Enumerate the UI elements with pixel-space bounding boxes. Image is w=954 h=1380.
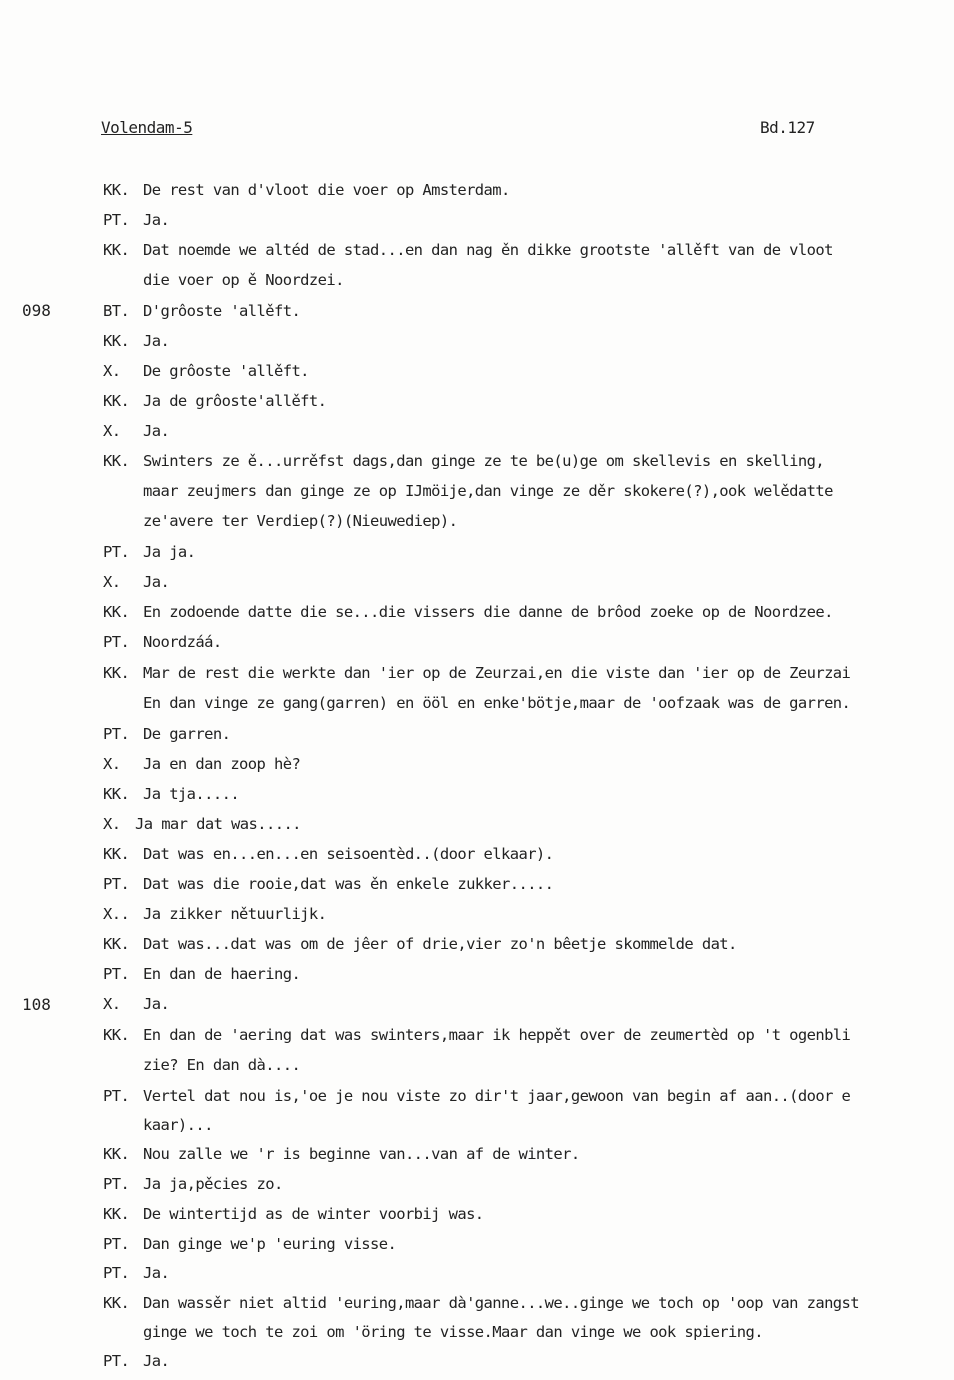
speaker-label: KK. [103,1145,130,1163]
line-text: Dat noemde we altéd de stad...en dan nag ěn dikke grootste 'allěft van de vloot [143,241,833,259]
dialogue-continuation [143,1116,213,1134]
dialogue-line [103,181,510,199]
line-text: Nou zalle we 'r is beginne van...van af de winter. [143,1145,580,1163]
line-text: Dan ginge we'p 'euring visse. [143,1235,397,1253]
dialogue-line [103,845,553,863]
line-text: die voer op ě Noordzei. [143,271,344,289]
line-text: Ja tja..... [143,785,240,803]
dialogue-line [103,755,300,773]
dialogue-line [103,1294,859,1312]
line-text: maar zeujmers dan ginge ze op IJmöije,dan vinge ze děr skokere(?),ook welědatte [143,482,833,500]
speaker-label: KK. [103,785,130,803]
line-text: De wintertijd as de winter voorbij was. [143,1205,484,1223]
line-text: D'grôoste 'allěft. [143,302,301,320]
dialogue-continuation [143,482,833,500]
margin-number: 098 [22,301,51,320]
dialogue-line [103,422,169,440]
dialogue-line [103,603,833,621]
dialogue-line [103,241,833,259]
margin-number: 108 [22,995,51,1014]
speaker-label: X. [103,573,121,591]
line-text: Dat was die rooie,dat was ěn enkele zukker..... [143,875,554,893]
dialogue-continuation [143,1056,300,1074]
dialogue-line [103,452,824,470]
line-text: zie? En dan dà.... [143,1056,301,1074]
dialogue-line [103,543,195,561]
line-text: Dan wassěr niet altid 'euring,maar dà'ganne...we..ginge we toch op 'oop van zangst [143,1294,860,1312]
line-text: Ja de grôoste'allěft. [143,392,327,410]
line-text: Vertel dat nou is,'oe je nou viste zo dir't jaar,gewoon van begin af aan..(door e [143,1087,851,1105]
dialogue-line [103,935,737,953]
line-text: Ja. [143,422,170,440]
speaker-label: PT. [103,211,130,229]
dialogue-line [103,875,553,893]
line-text: Ja. [143,1352,170,1370]
speaker-label: X.. [103,905,130,923]
speaker-label: BT. [103,302,130,320]
line-text: Ja. [143,1264,170,1282]
line-text: De grôoste 'allěft. [143,362,309,380]
dialogue-line [103,302,300,320]
dialogue-line [103,392,326,410]
dialogue-line [103,995,169,1013]
dialogue-line [103,1026,850,1044]
dialogue-line [103,1205,484,1223]
document-title: Volendam-5 [101,118,193,137]
speaker-label: X. [103,422,121,440]
speaker-label: PT. [103,1175,130,1193]
dialogue-continuation [143,694,850,712]
speaker-label: PT. [103,725,130,743]
dialogue-line [103,211,169,229]
dialogue-continuation [143,512,457,530]
line-text: Ja en dan zoop hè? [143,755,301,773]
speaker-label: PT. [103,1087,130,1105]
dialogue-line [103,725,230,743]
line-text: En dan vinge ze gang(garren) en ööl en enke'bötje,maar de 'oofzaak was de garren. [143,694,851,712]
line-text: Ja zikker nětuurlijk. [143,905,327,923]
dialogue-line [103,1087,850,1105]
dialogue-line [103,362,309,380]
dialogue-line [103,573,169,591]
line-text: Ja. [143,211,170,229]
page-reference: Bd.127 [760,118,815,137]
dialogue-line [103,905,326,923]
line-text: Dat was...dat was om de jêer of drie,vier zo'n bêetje skommelde dat. [143,935,737,953]
line-text: Ja. [143,573,170,591]
speaker-label: KK. [103,241,130,259]
line-text: Ja mar dat was..... [135,815,301,833]
speaker-label: KK. [103,1205,130,1223]
line-text: Ja ja,pěcies zo. [143,1175,283,1193]
speaker-label: KK. [103,603,130,621]
line-text: Ja. [143,332,170,350]
dialogue-line [103,664,850,682]
line-text: ze'avere ter Verdiep(?)(Nieuwediep). [143,512,458,530]
speaker-label: PT. [103,965,130,983]
line-text: De garren. [143,725,231,743]
line-text: Ja ja. [143,543,196,561]
speaker-label: X. [103,995,121,1013]
speaker-label: X. [103,755,121,773]
line-text: En dan de 'aering dat was swinters,maar ik heppět over de zeumertèd op 't ogenbli [143,1026,851,1044]
line-text: Mar de rest die werkte dan 'ier op de Zeurzai,en die viste dan 'ier op de Zeurzai [143,664,851,682]
speaker-label: KK. [103,845,130,863]
speaker-label: KK. [103,392,130,410]
line-text: Noordzáá. [143,633,222,651]
line-text: kaar)... [143,1116,213,1134]
dialogue-line [103,1264,169,1282]
speaker-label: KK. [103,664,130,682]
dialogue-line [103,1145,580,1163]
line-text: Swinters ze ě...urrěfst dags,dan ginge ze te be(u)ge om skellevis en skelling, [143,452,825,470]
speaker-label: PT. [103,875,130,893]
dialogue-line [103,1352,169,1370]
dialogue-line [103,1175,283,1193]
dialogue-continuation [143,1323,763,1341]
speaker-label: PT. [103,1352,130,1370]
line-text: ginge we toch te zoi om 'öring te visse.Maar dan vinge we ook spiering. [143,1323,763,1341]
speaker-label: X. [103,362,121,380]
dialogue-line [103,332,169,350]
line-text: En zodoende datte die se...die vissers die danne de brôod zoeke op de Noordzee. [143,603,833,621]
speaker-label: PT. [103,1264,130,1282]
speaker-label: X. [103,815,121,833]
dialogue-line [103,785,239,803]
dialogue-line [103,965,300,983]
line-text: De rest van d'vloot die voer op Amsterdam. [143,181,510,199]
speaker-label: KK. [103,1294,130,1312]
speaker-label: PT. [103,1235,130,1253]
line-text: Dat was en...en...en seisoentèd..(door elkaar). [143,845,554,863]
speaker-label: KK. [103,452,130,470]
speaker-label: KK. [103,332,130,350]
speaker-label: PT. [103,543,130,561]
line-text: Ja. [143,995,170,1013]
dialogue-line [103,815,301,833]
dialogue-continuation [143,271,344,289]
speaker-label: PT. [103,633,130,651]
line-text: En dan de haering. [143,965,301,983]
speaker-label: KK. [103,935,130,953]
speaker-label: KK. [103,1026,130,1044]
dialogue-line [103,633,222,651]
dialogue-line [103,1235,396,1253]
speaker-label: KK. [103,181,130,199]
